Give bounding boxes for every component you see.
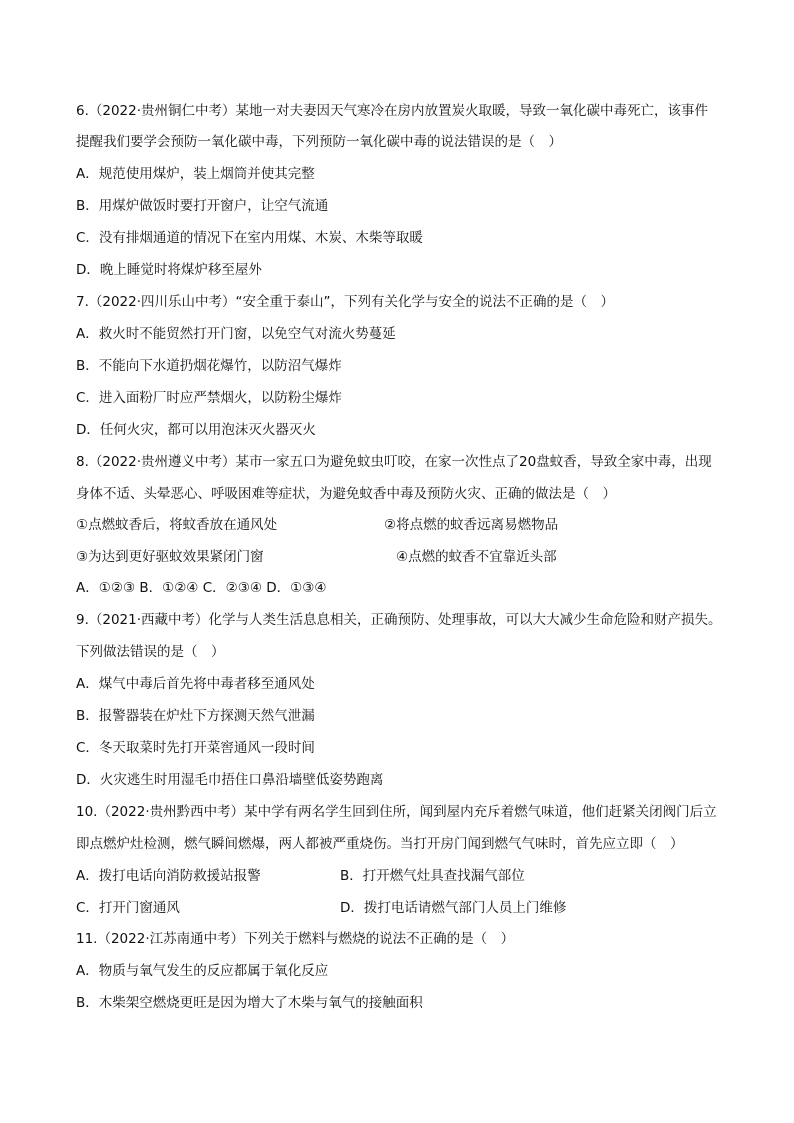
q10-option-a: A．拨打电话向消防救援站报警 (76, 868, 261, 884)
q8-statements-row-1 (76, 514, 716, 536)
q10-options-row-1 (76, 865, 676, 887)
q8-choice-line: A．①②③ B．①②④ C．②③④ D．①③④ (76, 580, 327, 596)
q9-stem-line-2: 下列做法错误的是（ ） (76, 644, 225, 660)
q9-option-c: C．冬天取菜时先打开菜窖通风一段时间 (76, 740, 315, 756)
q10-option-c: C．打开门窗通风 (76, 900, 180, 916)
q11-option-b: B．木柴架空燃烧更旺是因为增大了木柴与氧气的接触面积 (76, 995, 423, 1011)
q9-option-b: B．报警器装在炉灶下方探测天然气泄漏 (76, 708, 315, 724)
q6-option-c: C．没有排烟通道的情况下在室内用煤、木炭、木柴等取暖 (76, 230, 423, 246)
q10-stem-line-2: 即点燃炉灶检测，燃气瞬间燃爆，两人都被严重烧伤。当打开房门闻到燃气气味时，首先应立即（ ） (76, 836, 684, 852)
q6-option-d: D．晚上睡觉时将煤炉移至屋外 (76, 262, 262, 278)
q8-statement-3: ③为达到更好驱蚊效果紧闭门窗 (76, 549, 264, 565)
q11-option-a: A．物质与氧气发生的反应都属于氧化反应 (76, 963, 329, 979)
q10-option-b: B．打开燃气灶具查找漏气部位 (340, 868, 525, 884)
q6-stem-line-1: 6.（2022·贵州铜仁中考）某地一对夫妻因天气寒冷在房内放置炭火取暖，导致一氧化碳中毒死亡，该事件 (76, 103, 709, 119)
q8-statements-row-2 (76, 546, 716, 568)
q7-option-c: C．进入面粉厂时应严禁烟火，以防粉尘爆炸 (76, 390, 342, 406)
q11-stem-line-1: 11.（2022·江苏南通中考）下列关于燃料与燃烧的说法不正确的是（ ） (76, 931, 515, 947)
q9-option-a: A．煤气中毒后首先将中毒者移至通风处 (76, 676, 315, 692)
q7-option-a: A．救火时不能贸然打开门窗，以免空气对流火势蔓延 (76, 326, 396, 342)
q7-option-d: D．任何火灾，都可以用泡沫灭火器灭火 (76, 422, 316, 438)
q8-statement-4: ④点燃的蚊香不宜靠近头部 (396, 549, 557, 565)
q8-statement-2: ②将点燃的蚊香远离易燃物品 (384, 517, 559, 533)
q7-option-b: B．不能向下水道扔烟花爆竹，以防沼气爆炸 (76, 358, 342, 374)
q8-stem-line-2: 身体不适、头晕恶心、呼吸困难等症状，为避免蚊香中毒及预防火灾、正确的做法是（ ） (76, 486, 616, 502)
q10-options-row-2 (76, 897, 676, 919)
q9-option-d: D．火灾逃生时用湿毛巾捂住口鼻沿墙壁低姿势跑离 (76, 772, 384, 788)
q9-stem-line-1: 9.（2021·西藏中考）化学与人类生活息息相关，正确预防、处理事故，可以大大减少生命危险和财产损失。 (76, 612, 722, 628)
q8-stem-line-1: 8.（2022·贵州遵义中考）某市一家五口为避免蚊虫叮咬，在家一次性点了20盘蚊香，导致全家中毒，出现 (76, 454, 712, 470)
q8-statement-1: ①点燃蚊香后，将蚊香放在通风处 (76, 517, 278, 533)
q10-option-d: D．拨打电话请燃气部门人员上门维修 (340, 900, 567, 916)
q6-option-b: B．用煤炉做饭时要打开窗户，让空气流通 (76, 198, 329, 214)
q10-stem-line-1: 10.（2022·贵州黔西中考）某中学有两名学生回到住所，闻到屋内充斥着燃气味道，他们赶紧关闭阀门后立 (76, 804, 717, 820)
q6-stem-line-2: 提醒我们要学会预防一氧化碳中毒，下列预防一氧化碳中毒的说法错误的是（ ） (76, 134, 562, 150)
q6-option-a: A．规范使用煤炉，装上烟筒并使其完整 (76, 166, 315, 182)
q7-stem-line-1: 7.（2022·四川乐山中考）“安全重于泰山”，下列有关化学与安全的说法不正确的是（ ） (76, 294, 615, 310)
